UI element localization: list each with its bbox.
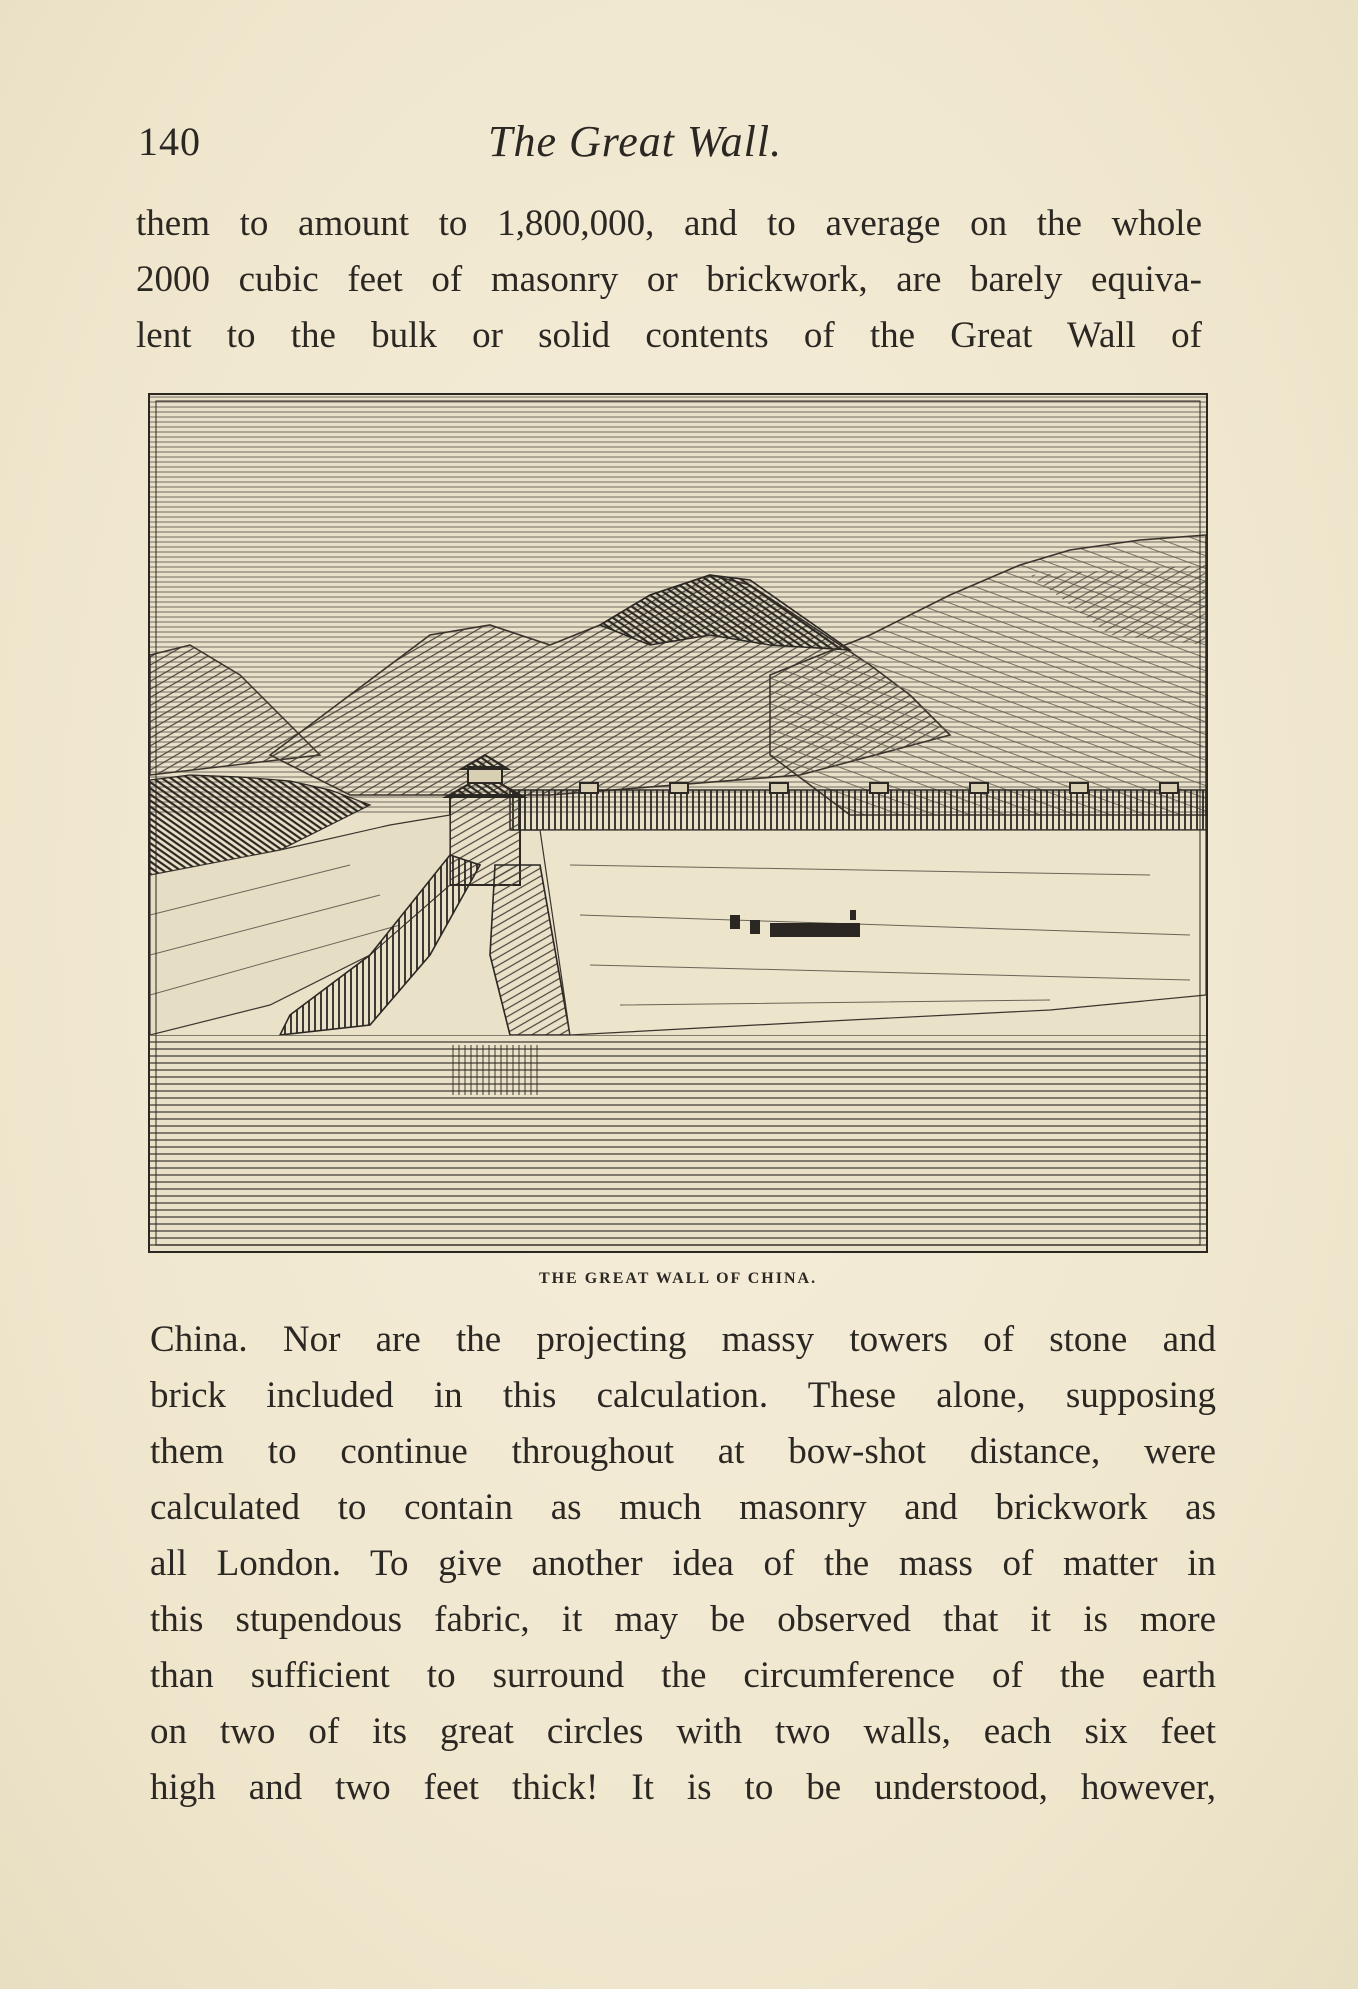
running-title: The Great Wall. (488, 117, 783, 166)
engraving-frame (148, 393, 1208, 1253)
text-line: calculated to contain as much masonry and brickwork as (150, 1487, 1216, 1528)
text-line: China. Nor are the projecting massy towers of stone and (150, 1319, 1216, 1360)
figure-caption: THE GREAT WALL OF CHINA. (538, 1270, 818, 1287)
text-line: high and two feet thick! It is to be understood, however, (150, 1767, 1216, 1808)
text-line: 2000 cubic feet of masonry or brickwork, are barely equiva- (136, 259, 1202, 300)
engraving-illustration (150, 395, 1206, 1251)
text-line: all London. To give another idea of the mass of matter in (150, 1543, 1216, 1584)
text-line: them to continue throughout at bow-shot distance, were (150, 1431, 1216, 1472)
paragraph-top (136, 196, 1202, 364)
page-number: 140 (138, 119, 201, 164)
text-line: them to amount to 1,800,000, and to average on the whole (136, 203, 1202, 244)
paragraph-bottom (150, 1312, 1216, 1816)
text-line: on two of its great circles with two walls, each six feet (150, 1711, 1216, 1752)
engraving-figure (148, 393, 1208, 1253)
great-wall (510, 790, 1206, 830)
text-line: lent to the bulk or solid contents of the Great Wall of (136, 315, 1202, 356)
text-line: brick included in this calculation. These alone, supposing (150, 1375, 1216, 1416)
text-line: than sufficient to surround the circumference of the earth (150, 1655, 1216, 1696)
page-header (138, 112, 1204, 172)
text-line: this stupendous fabric, it may be observed that it is more (150, 1599, 1216, 1640)
